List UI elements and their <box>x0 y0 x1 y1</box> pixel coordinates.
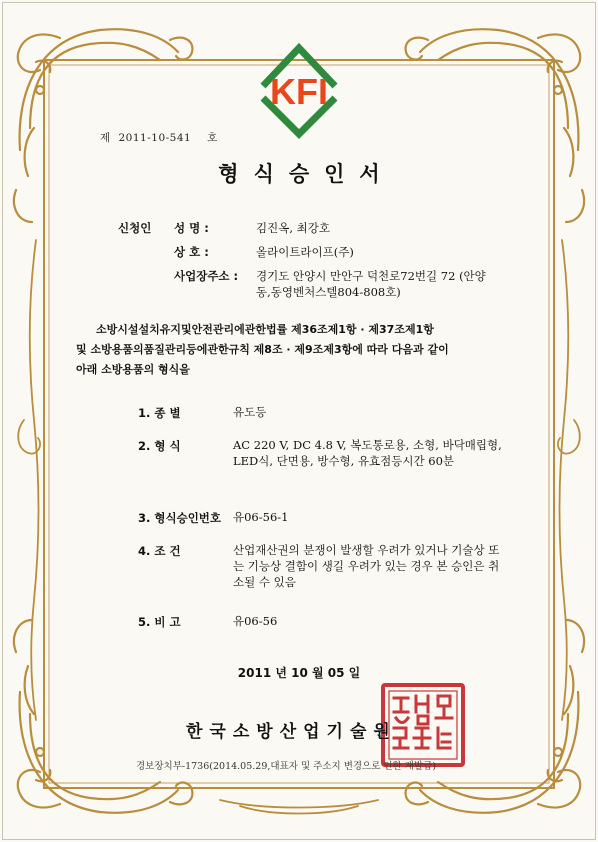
kfi-logo-icon <box>243 40 355 140</box>
address-label: 사업장주소 : <box>174 269 239 283</box>
cert-suffix: 호 <box>207 132 218 144</box>
item-label-model: 2. 형 식 <box>138 439 181 453</box>
logo-text: KFI <box>270 71 328 112</box>
item-value-conditions-line-3: 소될 수 있음 <box>233 575 296 589</box>
item-label-type: 1. 종 별 <box>138 406 181 420</box>
item-value-conditions-line-1: 산업재산권의 분쟁이 발생할 우려가 있거나 기술상 또 <box>233 543 500 557</box>
address-line-1: 경기도 안양시 만안구 덕천로72번길 72 (안양 <box>256 269 486 283</box>
applicant-section-label: 신청인 <box>118 221 152 235</box>
item-label-approval-number: 3. 형식승인번호 <box>138 511 222 525</box>
certificate-number <box>100 130 222 145</box>
cert-prefix: 제 <box>100 132 111 144</box>
document-title: 형식승인서 <box>218 162 395 186</box>
name-value: 김진옥, 최강호 <box>256 221 330 235</box>
company-label: 상 호 : <box>174 245 209 259</box>
item-label-remarks: 5. 비 고 <box>138 615 181 629</box>
address-line-2: 동,동영벤처스텔804-808호) <box>256 285 401 299</box>
issuer-name: 한국소방산업기술원 <box>186 722 397 742</box>
footer-note: 경보장치부-1736(2014.05.29,대표자 및 주소지 변경으로 인한 재발급) <box>136 761 437 772</box>
cert-number-value: 2011-10-541 <box>118 132 192 144</box>
item-value-conditions-line-2: 는 기능상 결함이 생길 우려가 있는 경우 본 승인은 취 <box>233 559 500 573</box>
item-value-model-line-2: LED식, 단면용, 방수형, 유효점등시간 60분 <box>233 454 454 468</box>
item-label-conditions: 4. 조 건 <box>138 544 181 558</box>
item-value-model-line-1: AC 220 V, DC 4.8 V, 복도통로용, 소형, 바닥매립형, <box>233 438 502 452</box>
item-value-approval-number: 유06-56-1 <box>233 510 289 524</box>
intro-line-1: 소방시설설치유지및안전관리에관한법률 제36조제1항 · 제37조제1항 <box>96 323 434 336</box>
intro-line-2: 및 소방용품의품질관리등에관한규칙 제8조 · 제9조제3항에 따라 다음과 같이 <box>76 343 449 356</box>
item-value-remarks: 유06-56 <box>233 614 278 628</box>
issue-date: 2011 년 10 월 05 일 <box>237 666 361 680</box>
name-label: 성 명 : <box>174 221 209 235</box>
item-value-type: 유도등 <box>233 405 267 419</box>
company-value: 올라이트라이프(주) <box>256 245 354 259</box>
intro-line-3: 아래 소방용품의 형식을 <box>76 363 190 376</box>
